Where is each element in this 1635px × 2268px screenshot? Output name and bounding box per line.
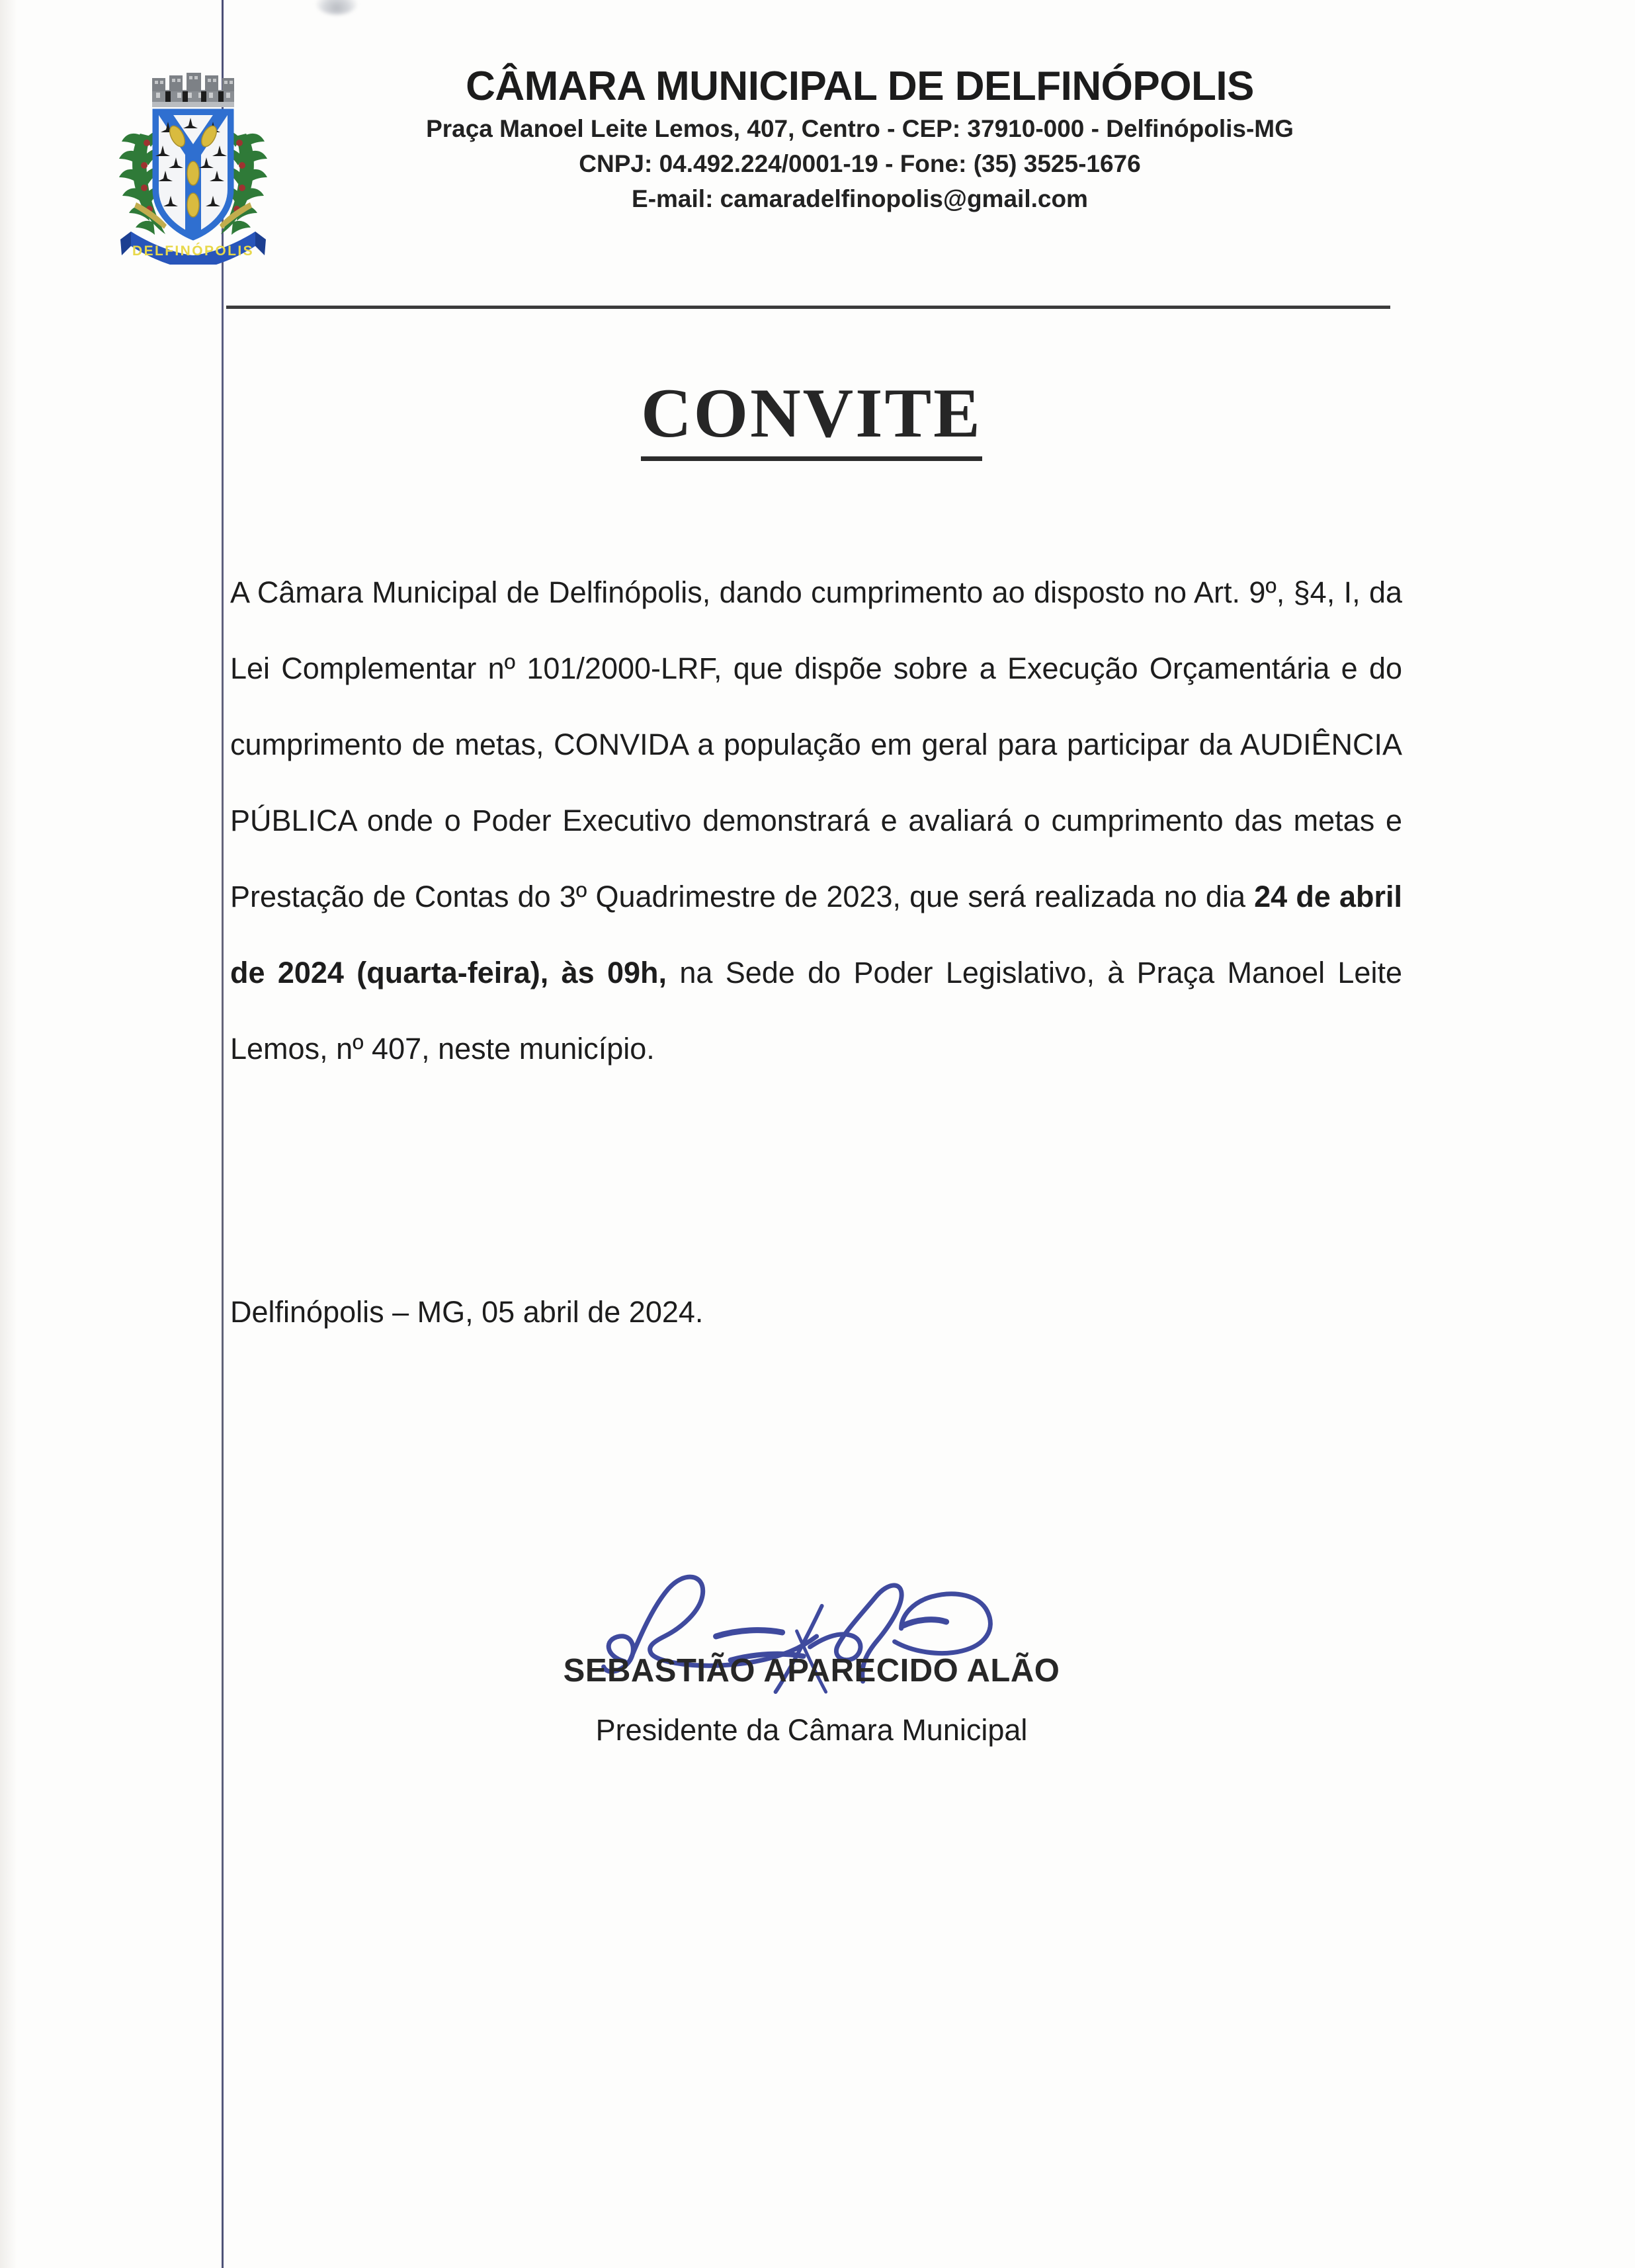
- document-body: [230, 554, 1402, 1087]
- page-edge-shadow: [0, 0, 17, 2268]
- organization-address: Praça Manoel Leite Lemos, 407, Centro - CEP: 37910-000 - Delfinópolis-MG: [426, 115, 1294, 143]
- scan-smudge-artifact: [316, 0, 357, 15]
- body-paragraph: [230, 554, 1402, 1087]
- body-text-part-1: A Câmara Municipal de Delfinópolis, dando cumprimento ao disposto no Art. 9º, §4, I, da Lei Complementar nº 101/2000-LRF, que dispõe sobre a Execução Orçamentária e do cumprimento de metas, CONVIDA a população em geral para participar da AUDIÊNCIA PÚBLICA onde o Poder Executivo demonstrará e avaliará o cumprimento das metas e Prestação de Contas do 3º Quadrimestre de 2023, que será realizada no dia: [230, 575, 1402, 913]
- letterhead: [0, 63, 1635, 282]
- signature-block: [226, 1568, 1397, 1747]
- body-text-part-3: na Sede do Poder Legislativo, à Praça Manoel Leite Lemos, nº 407, neste município.: [230, 956, 1402, 1066]
- coat-of-arms-icon: [116, 73, 270, 265]
- scan-fold-line-artifact: [222, 0, 224, 2268]
- letterhead-text-block: [370, 63, 1349, 216]
- organization-email: E-mail: camaradelfinopolis@gmail.com: [632, 185, 1088, 212]
- body-text-event-datetime: 24 de abril de 2024 (quarta-feira), às 09h,: [230, 880, 1402, 989]
- page-title: CONVITE: [641, 378, 982, 461]
- organization-name: CÂMARA MUNICIPAL DE DELFINÓPOLIS: [466, 63, 1254, 109]
- page-title-container: [226, 374, 1397, 461]
- crest-ribbon-text: DELFINÓPOLIS: [132, 243, 254, 259]
- place-and-date: Delfinópolis – MG, 05 abril de 2024.: [230, 1295, 704, 1329]
- header-divider: [226, 306, 1390, 309]
- signer-name: SEBASTIÃO APARECIDO ALÃO: [563, 1653, 1060, 1689]
- organization-registry: CNPJ: 04.492.224/0001-19 - Fone: (35) 3525-1676: [579, 149, 1141, 177]
- signer-role: Presidente da Câmara Municipal: [595, 1713, 1028, 1747]
